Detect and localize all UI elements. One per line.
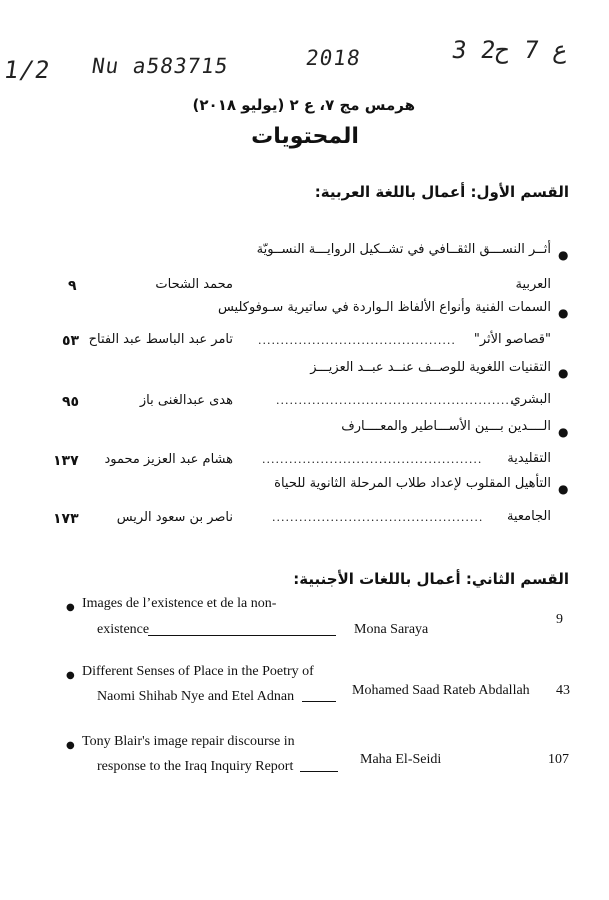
entry-author: هشام عبد العزيز محمود — [104, 452, 233, 467]
entry-page: 43 — [556, 683, 570, 698]
entry-author: Maha El-Seidi — [360, 752, 442, 767]
bullet-icon: ● — [558, 306, 569, 320]
entry-author: Mona Saraya — [354, 622, 429, 637]
arabic-section-title: القسم الأول: أعمال باللغة العربية: — [314, 183, 569, 201]
entry-title-line1: Images de l’existence et de la non- — [82, 596, 277, 611]
entry-title-line1: التقنيات اللغوية للوصــف عنــد عبــد العزيـــز — [310, 360, 551, 375]
handwritten-codes: 3 ع 7 ح2 — [450, 36, 570, 64]
handwritten-year: 2018 — [304, 46, 363, 70]
entry-title-line2: existence — [97, 622, 150, 637]
entry-page: ٩٥ — [62, 394, 80, 410]
bullet-icon: ● — [66, 670, 75, 681]
bullet-icon: ● — [558, 425, 569, 439]
entry-title-line1: التأهيل المقلوب لإعداد طلاب المرحلة الثانوية للحياة — [274, 476, 551, 491]
foreign-section-title: القسم الثاني: أعمال باللغات الأجنبية: — [293, 570, 569, 588]
entry-title-line1: Different Senses of Place in the Poetry of — [82, 664, 314, 679]
entry-page: ٩ — [68, 278, 77, 294]
entry-title-line2: البشري — [510, 392, 551, 407]
entry-author: Mohamed Saad Rateb Abdallah — [352, 683, 530, 698]
entry-page: ١٧٣ — [53, 511, 79, 527]
entry-title-line1: الــــدين بـــين الأســـاطير والمعــــارف — [341, 419, 551, 434]
entry-leader-dots: ............................................ — [258, 334, 456, 347]
bullet-icon: ● — [66, 740, 75, 751]
handwritten-page-fraction: 1/2 — [2, 56, 53, 84]
entry-leader-line — [302, 701, 336, 702]
entry-leader-line — [300, 771, 338, 772]
entry-title-line1: Tony Blair's image repair discourse in — [82, 734, 295, 749]
entry-leader-line — [148, 635, 336, 636]
bullet-icon: ● — [558, 366, 569, 380]
entry-page: 9 — [556, 612, 563, 627]
journal-issue-line: هرمس مج ٧، ع ٢ (يوليو ٢٠١٨) — [192, 96, 415, 114]
entry-author: ناصر بن سعود الريس — [116, 510, 233, 525]
bullet-icon: ● — [66, 602, 75, 613]
bullet-icon: ● — [558, 248, 569, 262]
entry-title-line2: العربية — [515, 277, 551, 292]
bullet-icon: ● — [558, 482, 569, 496]
entry-author: محمد الشحات — [155, 277, 233, 292]
entry-leader-dots: ................................................. — [262, 453, 483, 466]
entry-author: تامر عبد الباسط عبد الفتاح — [88, 332, 233, 347]
entry-title-line1: السمات الفنية وأنواع الألفاظ الـواردة في ساتيرية سـوفوكليس — [217, 300, 551, 315]
entry-page: ٥٣ — [62, 333, 80, 349]
entry-title-line2: التقليدية — [507, 451, 551, 466]
entry-page: ١٣٧ — [53, 453, 79, 469]
handwritten-ref-number: Nu a583715 — [90, 54, 231, 78]
entry-title-line2: الجامعية — [506, 509, 551, 524]
entry-title-line1: أثــر النســـق الثقــافي في تشــكيل الروايـــة النســويّة — [256, 242, 551, 257]
entry-leader-dots: ............................................... — [272, 511, 484, 524]
entry-page: 107 — [548, 752, 569, 767]
entry-leader-dots: ...................................................... — [276, 394, 519, 407]
entry-title-line2: response to the Iraq Inquiry Report — [97, 759, 294, 774]
entry-title-line2: "قصاصو الأثر" — [473, 332, 551, 347]
contents-title: المحتويات — [251, 124, 359, 149]
entry-title-line2: Naomi Shihab Nye and Etel Adnan — [97, 689, 295, 704]
entry-author: هدى عبدالغنى باز — [139, 393, 233, 408]
